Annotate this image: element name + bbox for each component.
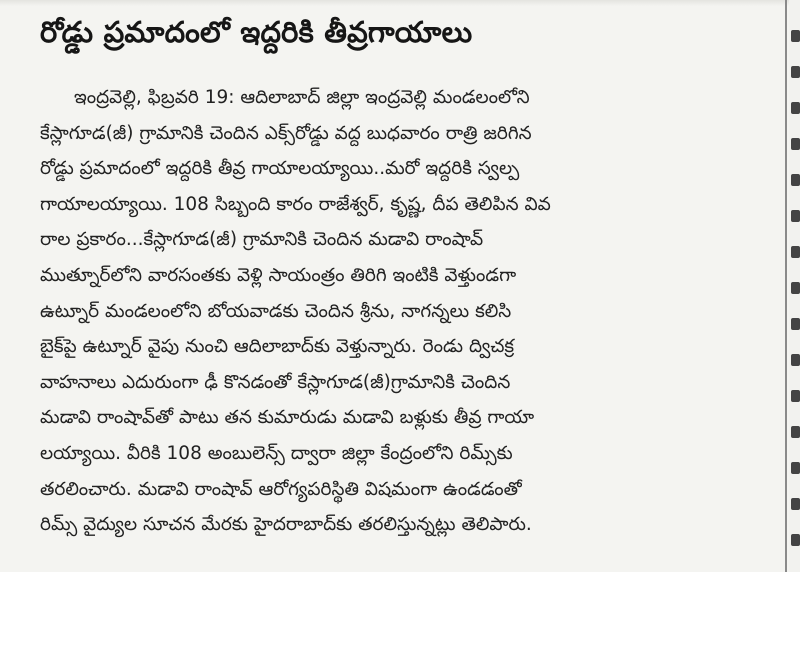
text-fragment bbox=[791, 390, 800, 402]
text-fragment bbox=[791, 282, 800, 294]
text-fragment bbox=[791, 138, 800, 150]
article-line: వాహనాలు ఎదురుంగా ఢీ కొనడంతో కేస్లాగూడ(జీ)గ్రామానికి చెందిన bbox=[40, 371, 511, 393]
text-fragment bbox=[791, 246, 800, 258]
article-headline: రోడ్డు ప్రమాదంలో ఇద్దరికి తీవ్రగాయాలు bbox=[40, 15, 473, 49]
text-fragment bbox=[791, 534, 800, 546]
text-fragment bbox=[791, 498, 800, 510]
article-line: రాల ప్రకారం...కేస్లాగూడ(జీ) గ్రామానికి చెందిన మడావి రాంషావ్ bbox=[40, 229, 484, 251]
article-line: కేస్లాగూడ(జీ) గ్రామానికి చెందిన ఎక్స్‌రోడ్డు వద్ద బుధవారం రాత్రి జరిగిన bbox=[40, 122, 532, 144]
article-line: ఉట్నూర్ మండలంలోని బోయవాడకు చెందిన శ్రీను, నాగన్నలు కలిసి bbox=[40, 300, 512, 322]
article-line: తరలించారు. మడావి రాంషావ్ ఆరోగ్యపరిస్థితి విషమంగా ఉండడంతో bbox=[40, 478, 522, 500]
text-fragment bbox=[791, 354, 800, 366]
column-divider bbox=[785, 0, 787, 572]
text-fragment bbox=[791, 462, 800, 474]
article-line: ఇంద్రవెల్లి, ఫిబ్రవరి 19: ఆదిలాబాద్ జిల్లా ఇంద్రవెల్లి మండలంలోని bbox=[74, 87, 530, 108]
text-fragment bbox=[791, 30, 800, 42]
clipping-top-edge bbox=[0, 0, 800, 6]
text-fragment bbox=[791, 174, 800, 186]
text-fragment bbox=[791, 210, 800, 222]
article-line: రిమ్స్ వైద్యుల సూచన మేరకు హైదరాబాద్‌కు తరలిస్తున్నట్లు తెలిపారు. bbox=[40, 514, 532, 536]
article-line: మడావి రాంషావ్‌తో పాటు తన కుమారుడు మడావి బళ్లుకు తీవ్ర గాయా bbox=[40, 407, 535, 429]
text-fragment bbox=[791, 102, 800, 114]
news-article bbox=[40, 10, 766, 543]
article-line: రోడ్డు ప్రమాదంలో ఇద్దరికి తీవ్ర గాయాలయ్యాయి..మరో ఇద్దరికి స్వల్ప bbox=[40, 158, 520, 180]
text-fragment bbox=[791, 426, 800, 438]
text-fragment bbox=[791, 66, 800, 78]
blank-area bbox=[0, 572, 800, 646]
adjacent-column-fragment bbox=[789, 0, 800, 572]
article-line: గాయాలయ్యాయి. 108 సిబ్బంది కారం రాజేశ్వర్, కృష్ణ, దీప తెలిపిన వివ bbox=[40, 193, 551, 215]
text-fragment bbox=[791, 318, 800, 330]
article-line: బైక్‌పై ఉట్నూర్ వైపు నుంచి ఆదిలాబాద్‌కు వెళ్తున్నారు. రెండు ద్విచక్ర bbox=[40, 336, 515, 358]
article-line: లయ్యాయి. వీరికి 108 అంబులెన్స్ ద్వారా జిల్లా కేంద్రంలోని రిమ్స్‌కు bbox=[40, 442, 513, 464]
article-line: ముత్నూర్‌లోని వారసంతకు వెళ్లి సాయంత్రం తిరిగి ఇంటికి వెళ్తుండగా bbox=[40, 264, 517, 286]
article-body bbox=[40, 80, 766, 543]
